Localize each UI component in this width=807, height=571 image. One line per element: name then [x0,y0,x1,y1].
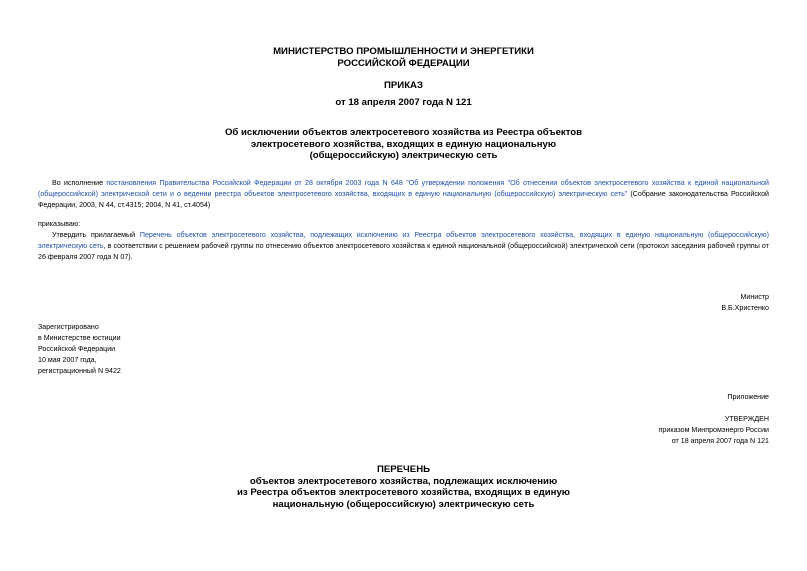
appendix-label: Приложение [727,393,769,401]
order-lead: Утвердить прилагаемый [52,231,140,239]
registration-block [38,322,121,377]
registration-line-4: 10 мая 2007 года, [38,355,97,364]
registration-line-1: Зарегистрировано [38,323,99,331]
order-tail: , в соответствии с решением рабочей группы по отнесению объектов электросетевого хозяйства к единой национальной (общероссийской) электрической сети (протокол заседания рабочей группы от 26 февраля 2007 года N 07). [38,241,769,261]
order-paragraph [38,230,769,263]
list-title-line-2: объектов электросетевого хозяйства, подлежащих исключению [249,475,558,487]
signature-name: В.Б.Христенко [721,303,769,312]
preamble-tail: (Собрание законодательства Российской Федерации, 2003, N 44, ст.4315; 2004, N 41, ст.4054) [38,189,769,209]
doc-title [0,127,807,162]
doc-type: ПРИКАЗ [384,80,423,91]
doc-title-line-1: Об исключении объектов электросетевого хозяйства из Реестра объектов [224,127,583,138]
ministry-heading [0,46,807,69]
list-title [0,464,807,510]
approval-block [659,414,769,447]
doc-date-number: от 18 апреля 2007 года N 121 [335,97,472,108]
doc-title-line-3: (общероссийскую) электрическую сеть [309,150,498,161]
preamble-paragraph [38,178,769,211]
doc-title-line-2: электросетевого хозяйства, входящих в единую национальную [250,138,557,150]
preamble-lead: Во исполнение [52,179,107,187]
registration-line-5: регистрационный N 9422 [38,366,121,375]
registration-line-2: в Министерстве юстиции [38,333,121,342]
approval-by-order: приказом Минпромэнерго России [658,425,769,434]
order-prikazyvayu: приказываю: [38,220,81,228]
signature-block [721,292,769,314]
list-title-line-4: национальную (общероссийскую) электрическую сеть [272,498,535,510]
signature-position: Министр [740,293,769,301]
list-title-line-3: из Реестра объектов электросетевого хозяйства, входящих в единую [237,487,570,498]
approval-order-date: от 18 апреля 2007 года N 121 [671,436,769,445]
registration-line-3: Российской Федерации [38,344,116,353]
ministry-line-2: РОССИЙСКОЙ ФЕДЕРАЦИИ [337,57,470,69]
ministry-line-1: МИНИСТЕРСТВО ПРОМЫШЛЕННОСТИ И ЭНЕРГЕТИКИ [273,46,534,57]
order-list-link[interactable]: Перечень объектов электросетевого хозяйства, подлежащих исключению из Реестра объектов электросетевого хозяйства, входящих в единую национальную (общероссийскую) электрическую сеть [38,231,769,250]
approval-approved: УТВЕРЖДЕН [724,415,769,423]
preamble-decree-link[interactable]: постановления Правительства Российской Федерации от 28 октября 2003 года N 648 "Об утверждении положения "Об отнесении объектов электросетевого хозяйства к единой национальной (общероссийской) электрической сети и о ведении реестра объектов электросетевого хозяйства, входящих в единую национальную (общероссийскую) электрическую сеть" [38,179,769,198]
list-title-line-1: ПЕРЕЧЕНЬ [376,464,431,475]
